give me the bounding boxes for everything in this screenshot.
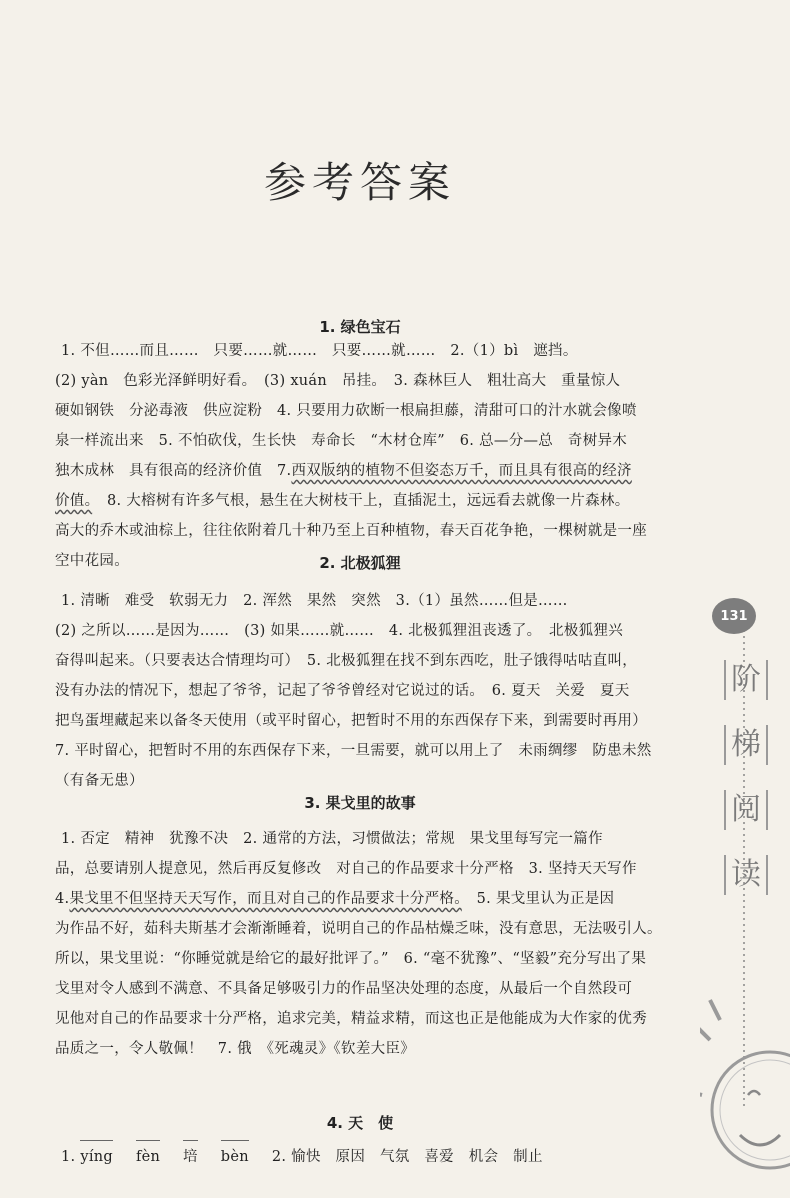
section-1-body bbox=[55, 336, 715, 576]
text-line: 7. 平时留心，把暂时不用的东西保存下来，一旦需要，就可以用上了 未雨绸缪 防患未然 bbox=[55, 743, 652, 759]
text-line bbox=[55, 486, 715, 516]
text-line bbox=[55, 1140, 715, 1172]
section-3-body bbox=[55, 824, 715, 1064]
text-line: 1. 否定 精神 犹豫不决 2. 通常的方法，习惯做法；常规 果戈里每写完一篇作 bbox=[61, 831, 603, 847]
text-line: 高大的乔木或油棕上，往往依附着几十种乃至上百种植物，春天百花争艳，一棵树就是一座 bbox=[55, 523, 647, 539]
side-label-char: 读 bbox=[724, 855, 768, 895]
underlined-answer: 西双版纳的植物不但姿态万千，而且具有很高的经济 bbox=[291, 463, 632, 479]
page-number-badge: 131 bbox=[712, 598, 756, 634]
text-line: 没有办法的情况下，想起了爷爷，记起了爷爷曾经对它说过的话。 6. 夏天 关爱 夏天 bbox=[55, 683, 630, 699]
text-line bbox=[55, 456, 715, 486]
section-2-body bbox=[55, 586, 715, 796]
text-line: 奋得叫起来。（只要表达合情理均可） 5. 北极狐狸在找不到东西吃，肚子饿得咕咕直叫， bbox=[55, 653, 638, 669]
text-line: (2) yàn 色彩光泽鲜明好看。 (3) xuán 吊挂。 3. 森林巨人 粗壮高大 重量惊人 bbox=[55, 373, 621, 389]
section-title-1: 1. 绿色宝石 bbox=[319, 318, 401, 336]
text-line: 泉一样流出来 5. 不怕砍伐，生长快 寿命长 “木材仓库” 6. 总—分—总 奇树异木 bbox=[55, 433, 628, 449]
text-line: 所以，果戈里说：“你睡觉就是给它的最好批评了。” 6. “毫不犹豫”、“坚毅”充分写出了果 bbox=[55, 951, 647, 967]
underlined-answer: 价值。 bbox=[55, 493, 93, 509]
section-title-3: 3. 果戈里的故事 bbox=[304, 794, 416, 812]
side-label-char: 梯 bbox=[724, 725, 768, 765]
text-line: 1. 清晰 难受 软弱无力 2. 浑然 果然 突然 3.（1）虽然……但是…… bbox=[61, 593, 568, 609]
side-label-char: 阶 bbox=[724, 660, 768, 700]
text-line: 把鸟蛋埋藏起来以备冬天使用（或平时留心，把暂时不用的东西保存下来，到需要时再用） bbox=[55, 713, 647, 729]
section-4-body bbox=[55, 1140, 715, 1172]
text-line: 空中花园。 bbox=[55, 553, 129, 569]
section-title-2: 2. 北极狐狸 bbox=[319, 554, 401, 572]
pinyin-answer: bèn bbox=[221, 1140, 249, 1172]
text-segment: 独木成林 具有很高的经济价值 7. bbox=[55, 463, 292, 479]
text-line bbox=[55, 884, 715, 914]
text-segment: 5. 果戈里认为正是因 bbox=[461, 891, 615, 907]
page-title: 参考答案 bbox=[263, 158, 456, 207]
text-line: （有备无患） bbox=[55, 773, 144, 789]
text-line: 品，总要请别人提意见，然后再反复修改 对自己的作品要求十分严格 3. 坚持天天写作 bbox=[55, 861, 637, 877]
text-segment: 2. 愉快 原因 气氛 喜爱 机会 制止 bbox=[271, 1149, 543, 1165]
text-segment: 8. 大榕树有许多气根，悬生在大树枝干上，直插泥土，远远看去就像一片森林。 bbox=[92, 493, 630, 509]
underlined-answer: 果戈里不但坚持天天写作，而且对自己的作品要求十分严格。 bbox=[69, 891, 462, 907]
text-line: 见他对自己的作品要求十分严格，追求完美，精益求精，而这也正是他能成为大作家的优秀 bbox=[55, 1011, 647, 1027]
section-title-4: 4. 天 使 bbox=[326, 1114, 394, 1132]
text-line: 戈里对令人感到不满意、不具备足够吸引力的作品坚决处理的态度，从最后一个自然段可 bbox=[55, 981, 633, 997]
side-label-char: 阅 bbox=[724, 790, 768, 830]
text-line: 1. 不但……而且…… 只要……就…… 只要……就…… 2.（1）bì 遮挡。 bbox=[61, 343, 578, 359]
text-line: 为作品不好，茹科夫斯基才会渐渐睡着，说明自己的作品枯燥乏味，没有意思，无法吸引人。 bbox=[55, 921, 662, 937]
text-segment: 1. bbox=[61, 1149, 76, 1165]
pinyin-answer: 培 bbox=[183, 1140, 198, 1172]
text-line: (2) 之所以……是因为…… (3) 如果……就…… 4. 北极狐狸沮丧透了。 北极狐狸兴 bbox=[55, 623, 623, 639]
pinyin-answer: yíng bbox=[80, 1140, 113, 1172]
text-line: 品质之一，令人敬佩！ 7. 俄 《死魂灵》《钦差大臣》 bbox=[55, 1041, 416, 1057]
text-segment: 4. bbox=[55, 891, 70, 907]
text-line: 硬如钢铁 分泌毒液 供应淀粉 4. 只要用力砍断一根扁担藤，清甜可口的汁水就会像喷 bbox=[55, 403, 637, 419]
pinyin-answer: fèn bbox=[136, 1140, 160, 1172]
